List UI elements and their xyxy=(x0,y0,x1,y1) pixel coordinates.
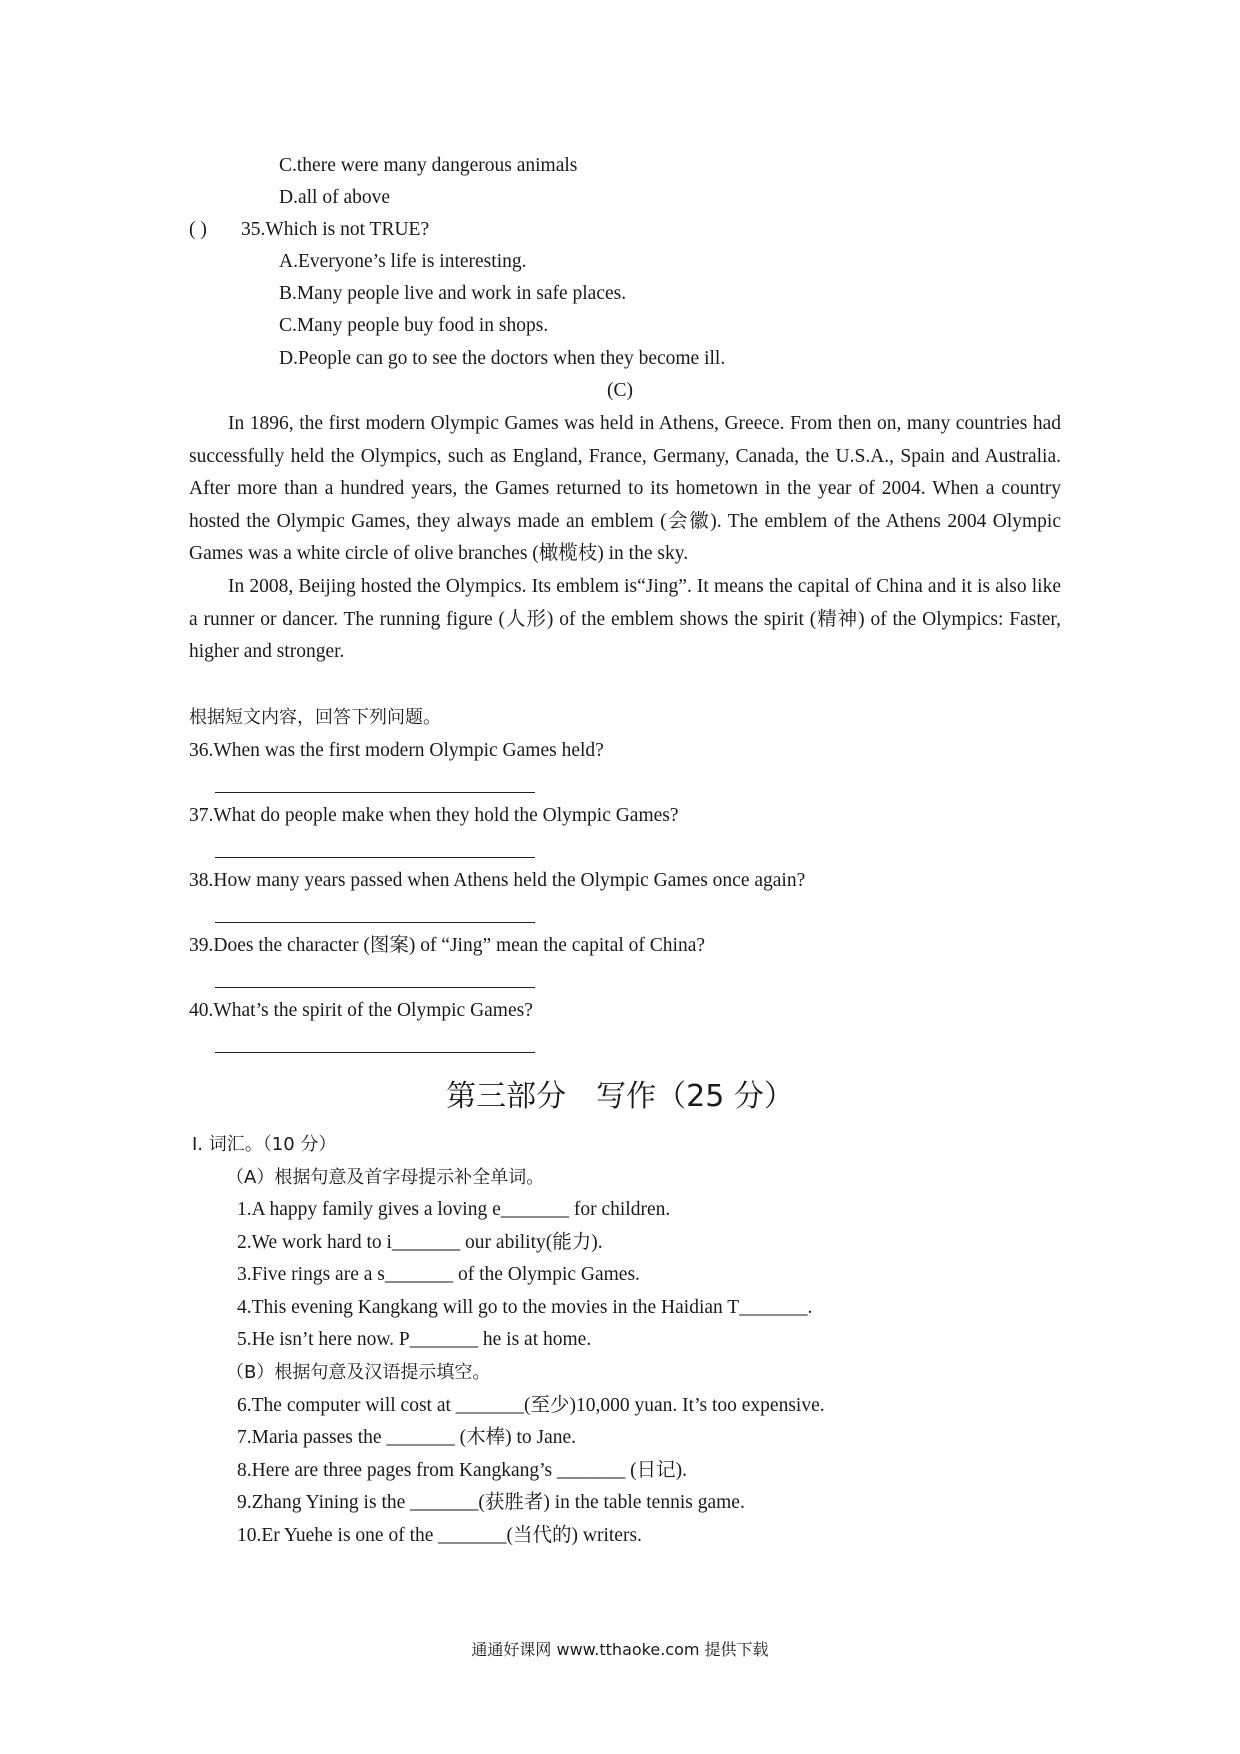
passage-c-paragraph-1: In 1896, the first modern Olympic Games was held in Athens, Greece. From then on, many countries had successfully held the Olympics, such as England, France, Germany, Canada, the U.S.A., Spain and Australia. After more than a hundred years, the Games returned to its hometown in the year of 2004. When a country hosted the Olympic Games, they always made an emblem (会徽). The emblem of the Athens 2004 Olympic Games was a white circle of olive branches (橄榄枝) in the sky. xyxy=(189,413,1061,565)
q34-option-d: D.all of above xyxy=(279,187,391,208)
answer-line-38[interactable] xyxy=(215,922,535,923)
answer-line-40[interactable] xyxy=(215,1052,535,1053)
question-38: 38.How many years passed when Athens held the Olympic Games once again? xyxy=(189,870,806,891)
vocab-item-7: 7.Maria passes the _______ (木棒) to Jane. xyxy=(237,1427,577,1448)
answer-line-36[interactable] xyxy=(215,792,535,793)
vocab-item-4: 4.This evening Kangkang will go to the movies in the Haidian T_______. xyxy=(237,1297,813,1318)
answer-line-37[interactable] xyxy=(215,857,535,858)
q35-stem: 35.Which is not TRUE? xyxy=(241,219,430,240)
question-39: 39.Does the character (图案) of “Jing” mean the capital of China? xyxy=(189,935,705,956)
section-b-instruction: （B）根据句意及汉语提示填空。 xyxy=(226,1362,491,1383)
question-40: 40.What’s the spirit of the Olympic Games? xyxy=(189,1000,533,1021)
vocab-item-1: 1.A happy family gives a loving e_______ for children. xyxy=(237,1199,671,1220)
section-1-title: Ⅰ. 词汇。（10 分） xyxy=(192,1134,337,1155)
question-36: 36.When was the first modern Olympic Games held? xyxy=(189,740,604,761)
vocab-item-3: 3.Five rings are a s_______ of the Olympic Games. xyxy=(237,1264,640,1285)
vocab-item-9: 9.Zhang Yining is the _______(获胜者) in the table tennis game. xyxy=(237,1492,745,1513)
vocab-item-10: 10.Er Yuehe is one of the _______(当代的) writers. xyxy=(237,1525,642,1546)
section-a-instruction: （A）根据句意及首字母提示补全单词。 xyxy=(226,1167,545,1188)
question-37: 37.What do people make when they hold the Olympic Games? xyxy=(189,805,679,826)
q35-option-c: C.Many people buy food in shops. xyxy=(279,315,549,336)
passage-c-instruction: 根据短文内容，回答下列问题。 xyxy=(189,707,441,728)
answer-line-39[interactable] xyxy=(215,987,535,988)
passage-c-body xyxy=(189,408,1061,669)
q35-option-d: D.People can go to see the doctors when they become ill. xyxy=(279,348,726,369)
vocab-item-2: 2.We work hard to i_______ our ability(能力). xyxy=(237,1232,603,1253)
passage-c-paragraph-2: In 2008, Beijing hosted the Olympics. Its emblem is“Jing”. It means the capital of China and it is also like a runner or dancer. The running figure (人形) of the emblem shows the spirit (精神) of the Olympics: Faster, higher and stronger. xyxy=(189,575,1061,663)
part-3-heading: 第三部分 写作（25 分） xyxy=(446,1079,794,1114)
vocab-item-8: 8.Here are three pages from Kangkang’s _______ (日记). xyxy=(237,1460,687,1481)
q35-answer-paren[interactable]: ( ) xyxy=(189,219,207,240)
vocab-item-6: 6.The computer will cost at _______(至少)10,000 yuan. It’s too expensive. xyxy=(237,1395,825,1416)
vocab-item-5: 5.He isn’t here now. P_______ he is at home. xyxy=(237,1329,592,1350)
passage-c-label: (C) xyxy=(607,380,633,401)
q35-option-b: B.Many people live and work in safe places. xyxy=(279,283,627,304)
footer-credit: 通通好课网 www.tthaoke.com 提供下载 xyxy=(471,1640,769,1659)
q35-option-a: A.Everyone’s life is interesting. xyxy=(279,251,527,272)
q34-option-c: C.there were many dangerous animals xyxy=(279,155,578,176)
